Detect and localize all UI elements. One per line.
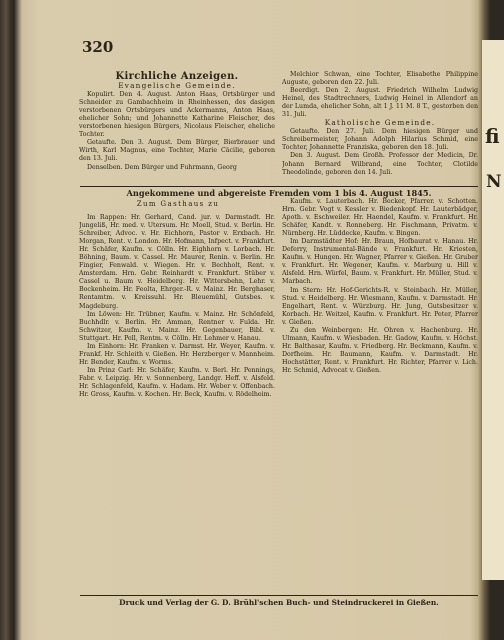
newspaper-page [22,20,477,632]
travelers-paragraph: Im Darmstädter Hof: Hr. Braun, Hofbaurat v. Hanau. Hr. Deferry, Instrumental-Bände v. Frankfurt. Hr. Kriesten, Kaufm. v. Hungen. Hr. Wagner, Pfarrer v. Gießen. Hr. Gruber v. Frankfurt. Hr. Wegener, Kaufm. v. Marburg u. Hill v. Alsfeld. Hrn. Würfel, Baum. v. Frankfurt. Hr. Müller, Stud. v. Marbach. [282,238,478,286]
notice-paragraph: Den 3. August. Dem Großh. Professor der Medicin, Dr. Johann Bernard Wilbrand, eine Tochter, Clotilde Theodolinde, geboren den 14. Juli. [282,152,478,176]
travelers-paragraph: Im Prinz Carl: Hr. Schäfer, Kaufm. v. Berl. Hr. Pennings, Fabr. v. Leipzig. Hr. v. Sonnenberg, Landgr. Heff. v. Alsfeld. Hr. Schlagenfeld, Kaufm. v. Hadam. Hr. Weber v. Offenbach. Hr. Gross, Kaufm. v. Kochen. Hr. Beck, Kaufm. v. Rödelheim. [79,366,275,399]
notice-paragraph: Beerdigt. Den 2. August. Friedrich Wilhelm Ludwig Heinel, des Stadtrechners, Ludwig Heinel in Allendorf an der Lumda, ehelicher Sohn, alt 1 J. 11 M. 8 T., gestorben den 31. Juli. [282,87,478,119]
printer-imprint: Druck und Verlag der G. D. Brühl'schen Buch- und Steindruckerei in Gießen. [119,598,439,607]
church-notices-heading: Kirchliche Anzeigen. [115,71,239,82]
section-divider [80,186,478,187]
notice-paragraph: Getaufte. Den 27. Juli. Dem hiesigen Bürger und Schreibermeister, Johann Adolph Hilarius Schmid, eine Tochter, Johannette Franziska, geboren den 18. Juli. [282,128,478,152]
church-notices-column [79,71,275,172]
travelers-paragraph: Im Einhorn: Hr. Franken v. Darmst. Hr. Weyer, Kaufm. v. Frankf. Hr. Schleith v. Gießen. Hr. Herzberger v. Mannheim. Hr. Bender, Kaufm. v. Worms. [79,342,275,366]
facing-page-edge [482,40,504,580]
travelers-paragraph: Zu den Weinbergen: Hr. Ohren v. Hachenburg. Hr. Ulmann, Kaufm. v. Wiesbaden. Hr. Gadow, Kaufm. v. Höchst. Hr. Balthasar, Kaufm. v. Friedberg. Hr. Beckmann, Kaufm. v. Dorfheim. Hr. Baumann, Kaufm. v. Darmstadt. Hr. Hochstätter, Rent. v. Frankfurt. Hr. Richter, Pfarrer v. Lich. Hr. Schmid, Advocat v. Gießen. [282,326,478,374]
travelers-paragraph: Kaufm. v. Lauterbach. Hr. Becker, Pfarrer. v. Schotten. Hrn. Gebr. Vogt v. Kessler v. Biedenkopf. Hr. Lauterbädger, Apoth. v. Eschweiler. Hr. Haendel, Kaufm. v. Frankfurt. Hr. Schäfer, Kandt. v. Ronneberg. Hr. Fischmann, Privatm. v. Nürnberg. Hr. Lüddecke, Kaufm. v. Bingen. [282,198,478,238]
facing-page-glyph: fi [485,124,500,148]
travelers-subheading: Zum Gasthaus zu [136,200,220,208]
travelers-banner: Angekommene und abgereiste Fremden vom 1 bis 4. August 1845. [126,188,432,198]
notice-paragraph: Getaufte. Den 3. August. Dem Bürger, Bierbrauer und Wirth, Karl Magnus, eine Tochter, Marie Cäcilie, geboren den 13. Juli. [79,139,275,163]
church-notices-column-right [282,71,478,177]
facing-page-glyph: N [486,172,502,192]
travelers-paragraph: Im Rappen: Hr. Gerhard, Cand. jur. v. Darmstadt. Hr. Jungeliß, Hr. med. v. Utersum. Hr. Moell, Stud. v. Berlin. Hr. Schreiber, Advoc. v. Hr. Eichhorn, Pastor v. Erxbach. Hr. Morgan, Rent. v. London. Hr. Hofmann, Infpect. v. Frankfurt. Hr. Schäfer, Kaufm. v. Cölln. Hr. Eighhorn v. Lorbach. Hr. Böhning, Baum. v. Cassel. Hr. Maurer, Renin. v. Berlin. Hr. Fingier, Fenwald. v. Wiegen. Hr. v. Bechholt, Rent. v. Amsterdam. Hrn. Gebr. Reinhardt v. Frankfurt. Stüber v. Cassel u. Baum v. Heidelberg. Hr. Wittersbehn, Lehr. v. Bockenheim. Hr. Feolta, Ehrger.-R. v. Mainz. Hr. Berghaser, Rentamtm. v. Kreissuhl. Hr. Bleuemühl, Gutsbes. v. Magdeburg. [79,214,275,310]
travelers-paragraph: Im Stern: Hr. Hof-Gerichts-R. v. Steinbach. Hr. Müller, Stud. v. Heidelberg. Hr. Wiesmann, Kaufm. v. Darmstadt. Hr. Engelhart, Rent. v. Würzburg. Hr. Jung, Gutsbesitzer v. Korbach. Hr. Weitzel, Kaufm. v. Frankfurt. Hr. Peter, Pfarrer v. Gießen. [282,286,478,326]
notice-paragraph: Denselben. Dem Bürger und Fuhrmann, Georg [87,163,237,171]
travelers-column-left [79,214,275,399]
notice-paragraph: Kopulirt. Den 4. August. Anton Haas, Ortsbürger und Schneider zu Gambachheim in Rheinhessen, des dasigen verstorbenen Ortsbürgers und Ackermanns, Anton Haas, ehelicher Sohn; und Johannette Katharine Fleischer, des verstorbenen hiesigen Bürgers, Nicolaus Fleischer, eheliche Tochter. [79,91,275,139]
footer-divider [80,595,478,596]
notice-paragraph: Melchior Schwan, eine Tochter, Elisabethe Philippine Auguste, geboren den 22. Juli. [282,71,478,87]
page-number: 320 [82,38,114,56]
travelers-column-right [282,198,478,375]
catholic-parish-subheading: Katholische Gemeinde. [324,118,436,128]
travelers-paragraph: Im Löwen: Hr. Trübner, Kaufm. v. Mainz. Hr. Schönfeld, Buchhdlr. v. Berlin. Hr. Amman, Rentner v. Fulda. Hr. Schwitzer, Kaufm. v. Mainz. Hr. Gegenbauer, Bibl. v. Stuttgart. Hr. Pell, Rentm. v. Cölln. Hr. Lehmer v. Hanau. [79,310,275,342]
protestant-parish-subheading: Evangelische Gemeinde. [118,81,236,91]
